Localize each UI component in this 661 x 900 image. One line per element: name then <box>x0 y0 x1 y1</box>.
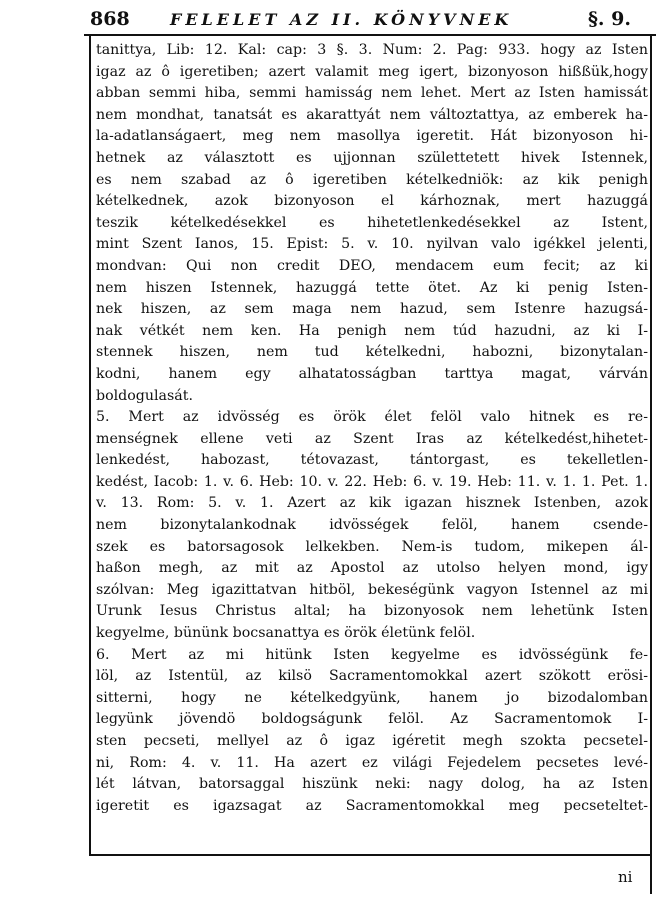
text-line: lét látvan, batorsaggal hiszünk neki: nagy dolog, ha az Isten <box>96 776 648 793</box>
text-line: es nem szabad az ô igeretiben kételkedniök: az kik penigh <box>96 171 648 188</box>
text-line: 5. Mert az idvösség es örök élet felöl valo hitnek es re- <box>96 409 648 426</box>
text-line: löl, az Istentül, az kilsö Sacramentomokkal azert szökott erösi- <box>96 668 648 685</box>
text-line: abban semmi hiba, semmi hamisság nem lehet. Mert az Isten hamissát <box>96 85 648 102</box>
frame-rule-top <box>84 34 656 36</box>
text-line: boldogulasát. <box>96 387 193 404</box>
text-line: igaz az ô igeretiben; azert valamit meg igert, bizonyoson hißßük,hogy <box>96 63 648 80</box>
text-line: sten pecseti, mellyel az ô igaz igéretit megh szokta pecsetel- <box>96 733 648 749</box>
text-line: sitterni, hogy ne kételkedgyünk, hanem jo bizodalomban <box>96 689 648 706</box>
text-line: 6. Mert az mi hitünk Isten kegyelme es idvösségünk fe- <box>96 646 648 663</box>
frame-rule-left <box>89 34 91 854</box>
text-line: lenkedést, habozast, tétovazast, tántorgast, es tekelletlen- <box>96 452 648 469</box>
text-line: ni, Rom: 4. v. 11. Ha azert ez világi Fejedelem pecsetes levé- <box>96 754 648 771</box>
page-number: 868 <box>90 8 130 30</box>
running-title: FELELET AZ II. KÖNYVNEK <box>170 10 513 29</box>
text-line: nak vétkét nem ken. Ha penigh nem túd hazudni, az ki I- <box>96 322 648 339</box>
text-line: szólvan: Meg igazittatvan hitböl, bekeségünk vagyon Istennel az mi <box>96 581 648 598</box>
text-line: kodni, hanem egy alhatatosságban tarttya magat, várván <box>96 365 648 382</box>
running-header <box>84 6 656 34</box>
text-line: kételkednek, azok bizonyoson el kárhoznak, mert hazuggá <box>96 193 648 210</box>
text-line: kedést, Iacob: 1. v. 6. Heb: 10. v. 22. Heb: 6. v. 19. Heb: 11. v. 1. 1. Pet. 1. <box>96 473 648 490</box>
catchword: ni <box>618 868 633 886</box>
text-line: nem bizonytalankodnak idvösségek felöl, hanem csende- <box>96 517 648 534</box>
section-mark: §. 9. <box>588 8 632 30</box>
text-line: igeretit es igazsagat az Sacramentomokkal meg pecseteltet- <box>96 797 648 814</box>
text-line: Urunk Iesus Christus altal; ha bizonyosok nem lehetünk Isten <box>96 603 648 620</box>
text-line: legyünk jövendö boldogságunk felöl. Az Sacramentomok I- <box>96 711 648 728</box>
text-line: la-adatlanságaert, meg nem masollya igeretit. Hát bizonyoson hi- <box>96 128 648 145</box>
text-line: haßon megh, az mit az Apostol az utolso helyen mond, igy <box>96 560 648 577</box>
text-line: stennek hiszen, nem tud kételkedni, habozni, bizonytalan- <box>96 344 648 361</box>
frame-rule-right <box>650 34 652 894</box>
frame-rule-bottom <box>89 854 652 856</box>
text-line: tanittya, Lib: 12. Kal: cap: 3 §. 3. Num: 2. Pag: 933. hogy az Isten <box>96 42 648 58</box>
text-line: szek es batorsagosok lelkekben. Nem-is tudom, mikepen ál- <box>96 538 648 555</box>
text-line: mint Szent Ianos, 15. Epist: 5. v. 10. nyilvan valo igékkel jelenti, <box>96 236 648 253</box>
text-line: mondvan: Qui non credit DEO, mendacem eum fecit; az ki <box>96 257 648 274</box>
body-text <box>96 40 648 817</box>
text-line: hetnek az választott es ujjonnan születtetett hivek Istennek, <box>96 149 648 166</box>
text-line: v. 13. Rom: 5. v. 1. Azert az kik igazan hisznek Istenben, azok <box>96 495 648 512</box>
text-line: kegyelme, bününk bocsanattya es örök életünk felöl. <box>96 625 476 642</box>
text-line: teszik kételkedésekkel es hihetetlenkedésekkel az Istent, <box>96 214 648 231</box>
text-line: nem hiszen Istennek, hazuggá tette ötet. Az ki penig Isten- <box>96 279 648 296</box>
text-line: nem mondhat, tanatsát es akarattyát nem változtattya, az emberek ha- <box>96 106 648 123</box>
text-line: nek hiszen, az sem maga nem hazud, sem Istenre hazugsá- <box>96 301 648 318</box>
text-line: menségnek ellene veti az Szent Iras az kételkedést,hihetet- <box>96 430 648 447</box>
